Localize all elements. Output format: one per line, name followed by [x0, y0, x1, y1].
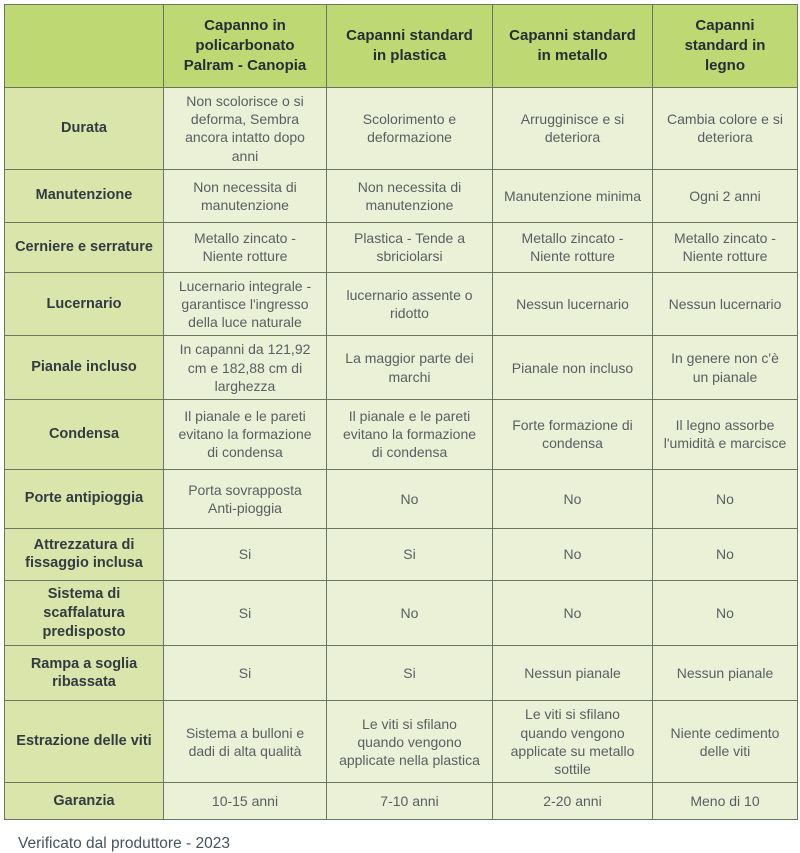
table-row [5, 88, 798, 170]
table-cell: Manutenzione minima [493, 169, 653, 222]
table-cell: Il pianale e le pareti evitano la formazione di condensa [327, 399, 493, 469]
column-header-metallo: Capanni standard in metallo [493, 5, 653, 88]
table-row [5, 646, 798, 701]
row-label: Condensa [5, 399, 164, 469]
table-cell: 10-15 anni [164, 783, 327, 820]
column-header-plastica: Capanni standard in plastica [327, 5, 493, 88]
column-header-legno: Capanni standard in legno [653, 5, 798, 88]
table-cell: Meno di 10 [653, 783, 798, 820]
table-cell: Le viti si sfilano quando vengono applicate nella plastica [327, 701, 493, 783]
table-cell: No [493, 580, 653, 646]
corner-cell [5, 5, 164, 88]
header-row [5, 5, 798, 88]
table-cell: La maggior parte dei marchi [327, 336, 493, 400]
table-cell: Non necessita di manutenzione [327, 169, 493, 222]
table-cell: Porta sovrapposta Anti-pioggia [164, 469, 327, 528]
table-cell: Arrugginisce e si deteriora [493, 88, 653, 170]
table-cell: No [493, 528, 653, 580]
verification-note: Verificato dal produttore - 2023 [18, 835, 230, 853]
table-cell: Niente cedimento delle viti [653, 701, 798, 783]
table-cell: Sistema a bulloni e dadi di alta qualità [164, 701, 327, 783]
row-label: Lucernario [5, 272, 164, 336]
table-cell: Nessun pianale [653, 646, 798, 701]
table-cell: Forte formazione di condensa [493, 399, 653, 469]
row-label: Sistema di scaffalatura predisposto [5, 580, 164, 646]
table-cell: Nessun lucernario [653, 272, 798, 336]
row-label: Rampa a soglia ribassata [5, 646, 164, 701]
table-cell: 7-10 anni [327, 783, 493, 820]
table-cell: No [327, 580, 493, 646]
table-cell: Scolorimento e deformazione [327, 88, 493, 170]
table-row [5, 169, 798, 222]
table-cell: Nessun lucernario [493, 272, 653, 336]
table-cell: Pianale non incluso [493, 336, 653, 400]
table-cell: Il pianale e le pareti evitano la formazione di condensa [164, 399, 327, 469]
row-label: Porte antipioggia [5, 469, 164, 528]
table-cell: No [653, 469, 798, 528]
table-cell: Si [327, 528, 493, 580]
table-cell: Si [164, 580, 327, 646]
row-label: Garanzia [5, 783, 164, 820]
table-cell: 2-20 anni [493, 783, 653, 820]
table-cell: Il legno assorbe l'umidità e marcisce [653, 399, 798, 469]
row-label: Durata [5, 88, 164, 170]
table-cell: Metallo zincato - Niente rotture [653, 222, 798, 272]
table-cell: Si [327, 646, 493, 701]
table-row [5, 528, 798, 580]
table-cell: lucernario assente o ridotto [327, 272, 493, 336]
row-label: Attrezzatura di fissaggio inclusa [5, 528, 164, 580]
comparison-table [4, 4, 798, 820]
row-label: Pianale incluso [5, 336, 164, 400]
table-cell: No [327, 469, 493, 528]
table-cell: Le viti si sfilano quando vengono applicate su metallo sottile [493, 701, 653, 783]
table-cell: No [493, 469, 653, 528]
row-label: Estrazione delle viti [5, 701, 164, 783]
table-cell: Lucernario integrale - garantisce l'ingresso della luce naturale [164, 272, 327, 336]
table-row [5, 783, 798, 820]
row-label: Manutenzione [5, 169, 164, 222]
table-cell: No [653, 528, 798, 580]
table-cell: Nessun pianale [493, 646, 653, 701]
table-cell: Plastica - Tende a sbriciolarsi [327, 222, 493, 272]
table-cell: Metallo zincato - Niente rotture [164, 222, 327, 272]
column-header-palram: Capanno in policarbonato Palram - Canopia [164, 5, 327, 88]
table-cell: In genere non c'è un pianale [653, 336, 798, 400]
table-cell: Si [164, 646, 327, 701]
table-row [5, 701, 798, 783]
table-row [5, 580, 798, 646]
table-row [5, 469, 798, 528]
comparison-table-body [5, 88, 798, 820]
table-cell: No [653, 580, 798, 646]
table-row [5, 399, 798, 469]
table-row [5, 272, 798, 336]
comparison-table-header [5, 5, 798, 88]
table-cell: Non scolorisce o si deforma, Sembra ancora intatto dopo anni [164, 88, 327, 170]
table-cell: In capanni da 121,92 cm e 182,88 cm di larghezza [164, 336, 327, 400]
table-cell: Ogni 2 anni [653, 169, 798, 222]
table-row [5, 222, 798, 272]
row-label: Cerniere e serrature [5, 222, 164, 272]
table-cell: Metallo zincato - Niente rotture [493, 222, 653, 272]
table-row [5, 336, 798, 400]
table-cell: Cambia colore e si deteriora [653, 88, 798, 170]
table-cell: Non necessita di manutenzione [164, 169, 327, 222]
table-cell: Si [164, 528, 327, 580]
